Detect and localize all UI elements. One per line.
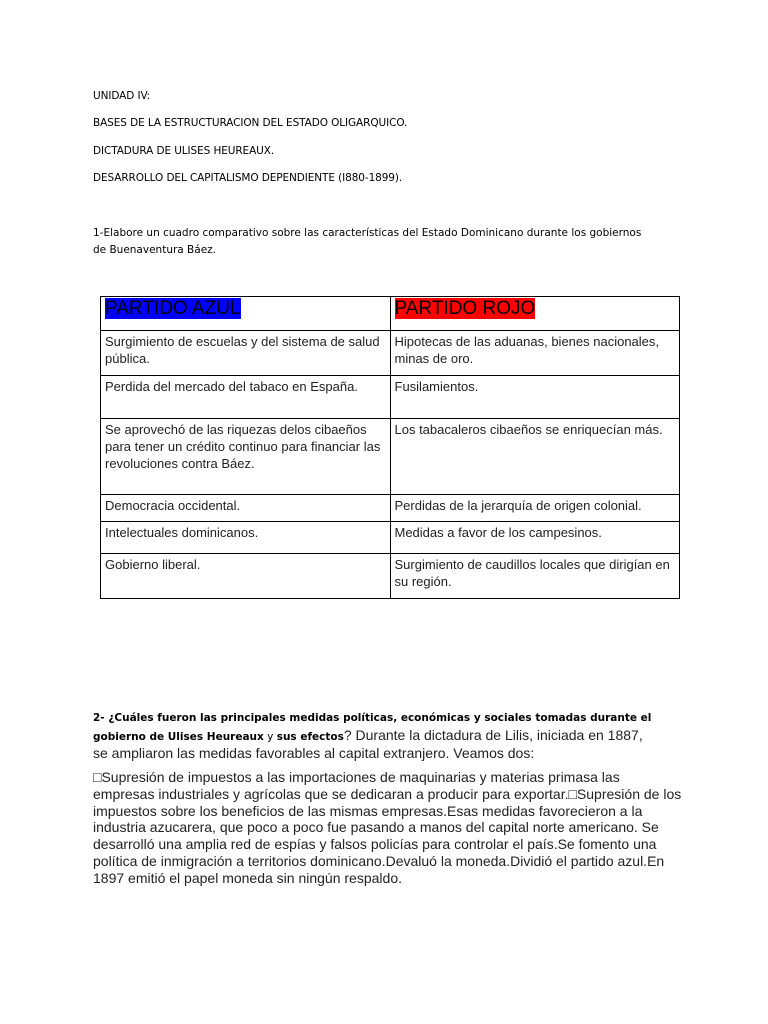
rojo-cell: Perdidas de la jerarquía de origen colonial. bbox=[390, 495, 680, 522]
table-header-row bbox=[101, 297, 680, 331]
answer-paragraph: □Supresión de impuestos a las importaciones de maquinarias y materias primasa las empresas industriales y agrícolas que se dedicaran a producir para exportar.□Supresión de los impuestos sobre los beneficios de las mismas empresas.Esas medidas favorecieron a la industria azucarera, que poco a poco fue pasando a manos del capital norte americano. Se desarrolló una amplia red de espías y falsos policías para controlar el país.Se fomento una política de inmigración a territorios dominicano.Devaluó la moneda.Dividió el partido azul.En 1897 emitió el papel moneda sin ningún respaldo. bbox=[93, 769, 682, 886]
rojo-cell: Medidas a favor de los campesinos. bbox=[390, 522, 680, 554]
table-row bbox=[101, 376, 680, 419]
rojo-cell: Los tabacaleros cibaeños se enriquecían más. bbox=[390, 419, 680, 495]
table-row bbox=[101, 419, 680, 495]
rojo-cell: Hipotecas de las aduanas, bienes nacionales, minas de oro. bbox=[390, 331, 680, 376]
question-2-lead-end: sus efectos bbox=[276, 730, 344, 743]
header-cell-azul bbox=[101, 297, 391, 331]
bases-heading: BASES DE LA ESTRUCTURACION DEL ESTADO OLIGARQUICO. bbox=[93, 117, 408, 129]
table-row bbox=[101, 495, 680, 522]
azul-cell: Intelectuales dominicanos. bbox=[101, 522, 391, 554]
question-1: 1-Elabore un cuadro comparativo sobre las características del Estado Dominicano durante los gobiernos de Buenaventura Báez. bbox=[93, 227, 642, 256]
azul-cell: Surgimiento de escuelas y del sistema de salud pública. bbox=[101, 331, 391, 376]
question-2-answer-start: ? Durante la dictadura de Lilis, iniciada en 1887, se ampliaron las medidas favorables al capital extranjero. Veamos dos: bbox=[93, 726, 643, 761]
question-2 bbox=[93, 708, 653, 762]
table-row bbox=[101, 331, 680, 376]
azul-cell: Se aprovechó de las riquezas delos cibaeños para tener un crédito continuo para financiar las revoluciones contra Báez. bbox=[101, 419, 391, 495]
table-row bbox=[101, 554, 680, 599]
azul-cell: Perdida del mercado del tabaco en España. bbox=[101, 376, 391, 419]
azul-cell: Democracia occidental. bbox=[101, 495, 391, 522]
comparison-table bbox=[100, 296, 680, 599]
partido-azul-header: PARTIDO AZUL bbox=[105, 298, 241, 319]
question-2-connector: y bbox=[263, 730, 277, 743]
dictatorship-heading: DICTADURA DE ULISES HEUREAUX. bbox=[93, 145, 275, 157]
capitalism-heading: DESARROLLO DEL CAPITALISMO DEPENDIENTE (I880-1899). bbox=[93, 172, 403, 184]
header-cell-rojo bbox=[390, 297, 680, 331]
unit-heading: UNIDAD IV: bbox=[93, 90, 151, 102]
partido-rojo-header: PARTIDO ROJO bbox=[394, 298, 536, 319]
azul-cell: Gobierno liberal. bbox=[101, 554, 391, 599]
table-row bbox=[101, 522, 680, 554]
rojo-cell: Surgimiento de caudillos locales que dirigían en su región. bbox=[390, 554, 680, 599]
rojo-cell: Fusilamientos. bbox=[390, 376, 680, 419]
question-2-lead: 2- ¿Cuáles fueron las principales medidas políticas, económicas y sociales tomadas durante el gobierno de Ulises Heureaux bbox=[93, 712, 652, 743]
